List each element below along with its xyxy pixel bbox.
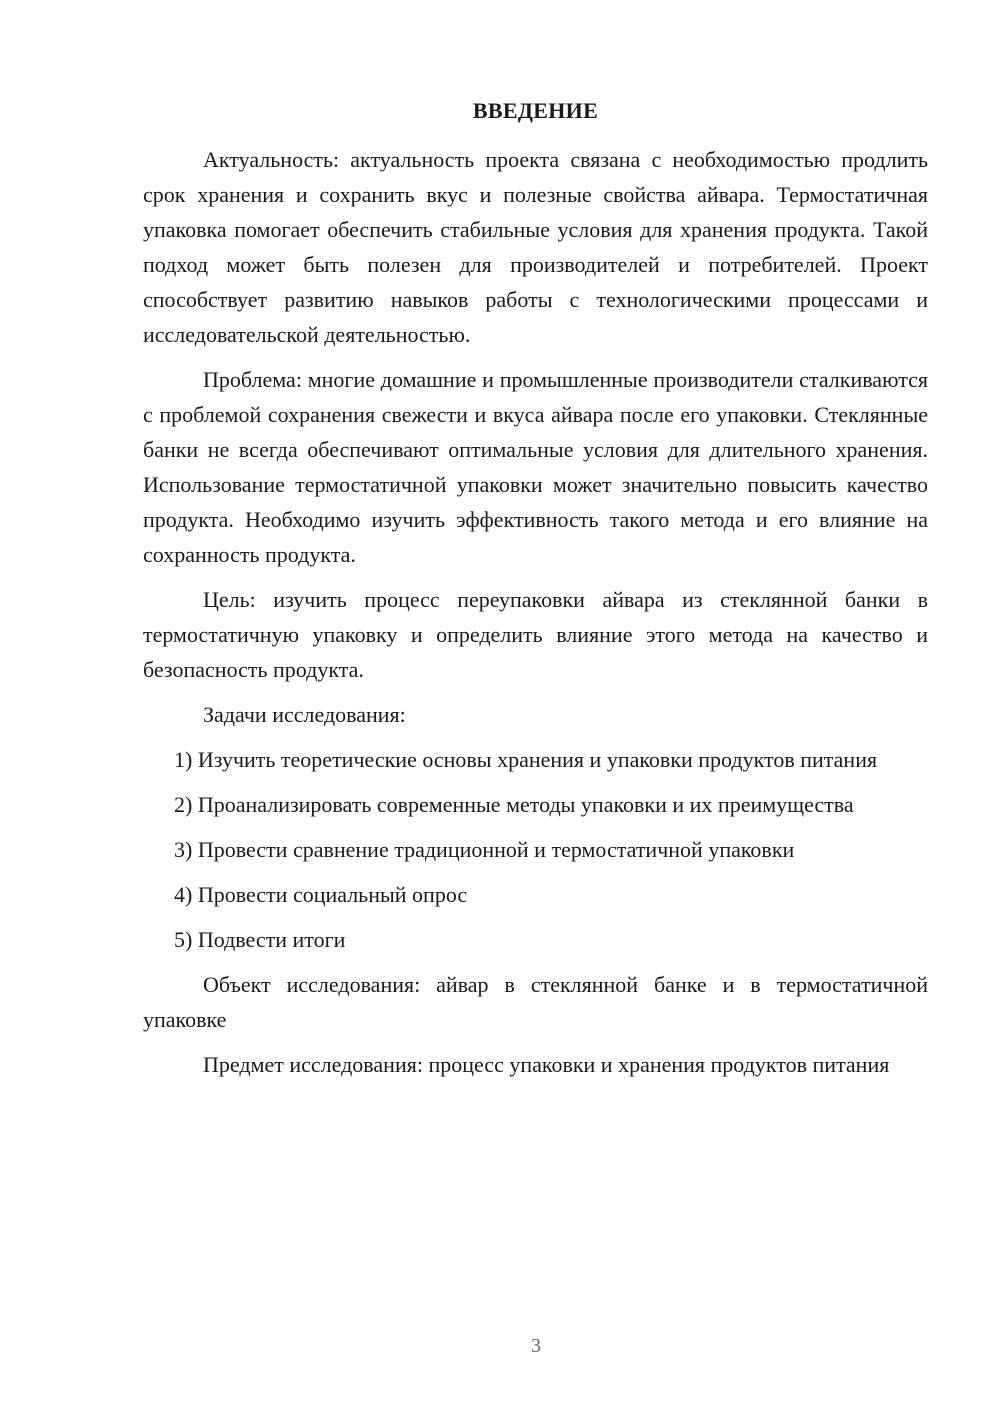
goal-paragraph: Цель: изучить процесс переупаковки айвара из стеклянной банки в термостатичную упаковку и определить влияние этого метода на качество и безопасность продукта. (143, 587, 928, 682)
object-paragraph: Объект исследования: айвар в стеклянной банке и в термостатичной упаковке (143, 972, 928, 1032)
relevance-paragraph: Актуальность: актуальность проекта связана с необходимостью продлить срок хранения и сохранить вкус и полезные свойства айвара. Термостатичная упаковка помогает обеспечить стабильные условия для хранения продукта. Такой подход может быть полезен для производителей и потребителей. Проект способствует развитию навыков работы с технологическими процессами и исследовательской деятельностью. (143, 147, 928, 347)
task-item-2: 2) Проанализировать современные методы упаковки и их преимущества (174, 792, 854, 817)
page-title: ВВЕДЕНИЕ (472, 98, 599, 123)
page-number: 3 (531, 1335, 541, 1357)
document-body (143, 142, 928, 1092)
problem-paragraph: Проблема: многие домашние и промышленные производители сталкиваются с проблемой сохранения свежести и вкуса айвара после его упаковки. Стеклянные банки не всегда обеспечивают оптимальные условия для длительного хранения. Использование термостатичной упаковки может значительно повысить качество продукта. Необходимо изучить эффективность такого метода и его влияние на сохранность продукта. (143, 367, 928, 567)
task-item-4: 4) Провести социальный опрос (174, 882, 468, 907)
task-item-5: 5) Подвести итоги (174, 927, 346, 952)
task-item-1: 1) Изучить теоретические основы хранения и упаковки продуктов питания (174, 747, 878, 772)
task-item-3: 3) Провести сравнение традиционной и термостатичной упаковки (174, 837, 795, 862)
subject-paragraph: Предмет исследования: процесс упаковки и хранения продуктов питания (203, 1052, 890, 1077)
tasks-heading: Задачи исследования: (203, 702, 406, 727)
